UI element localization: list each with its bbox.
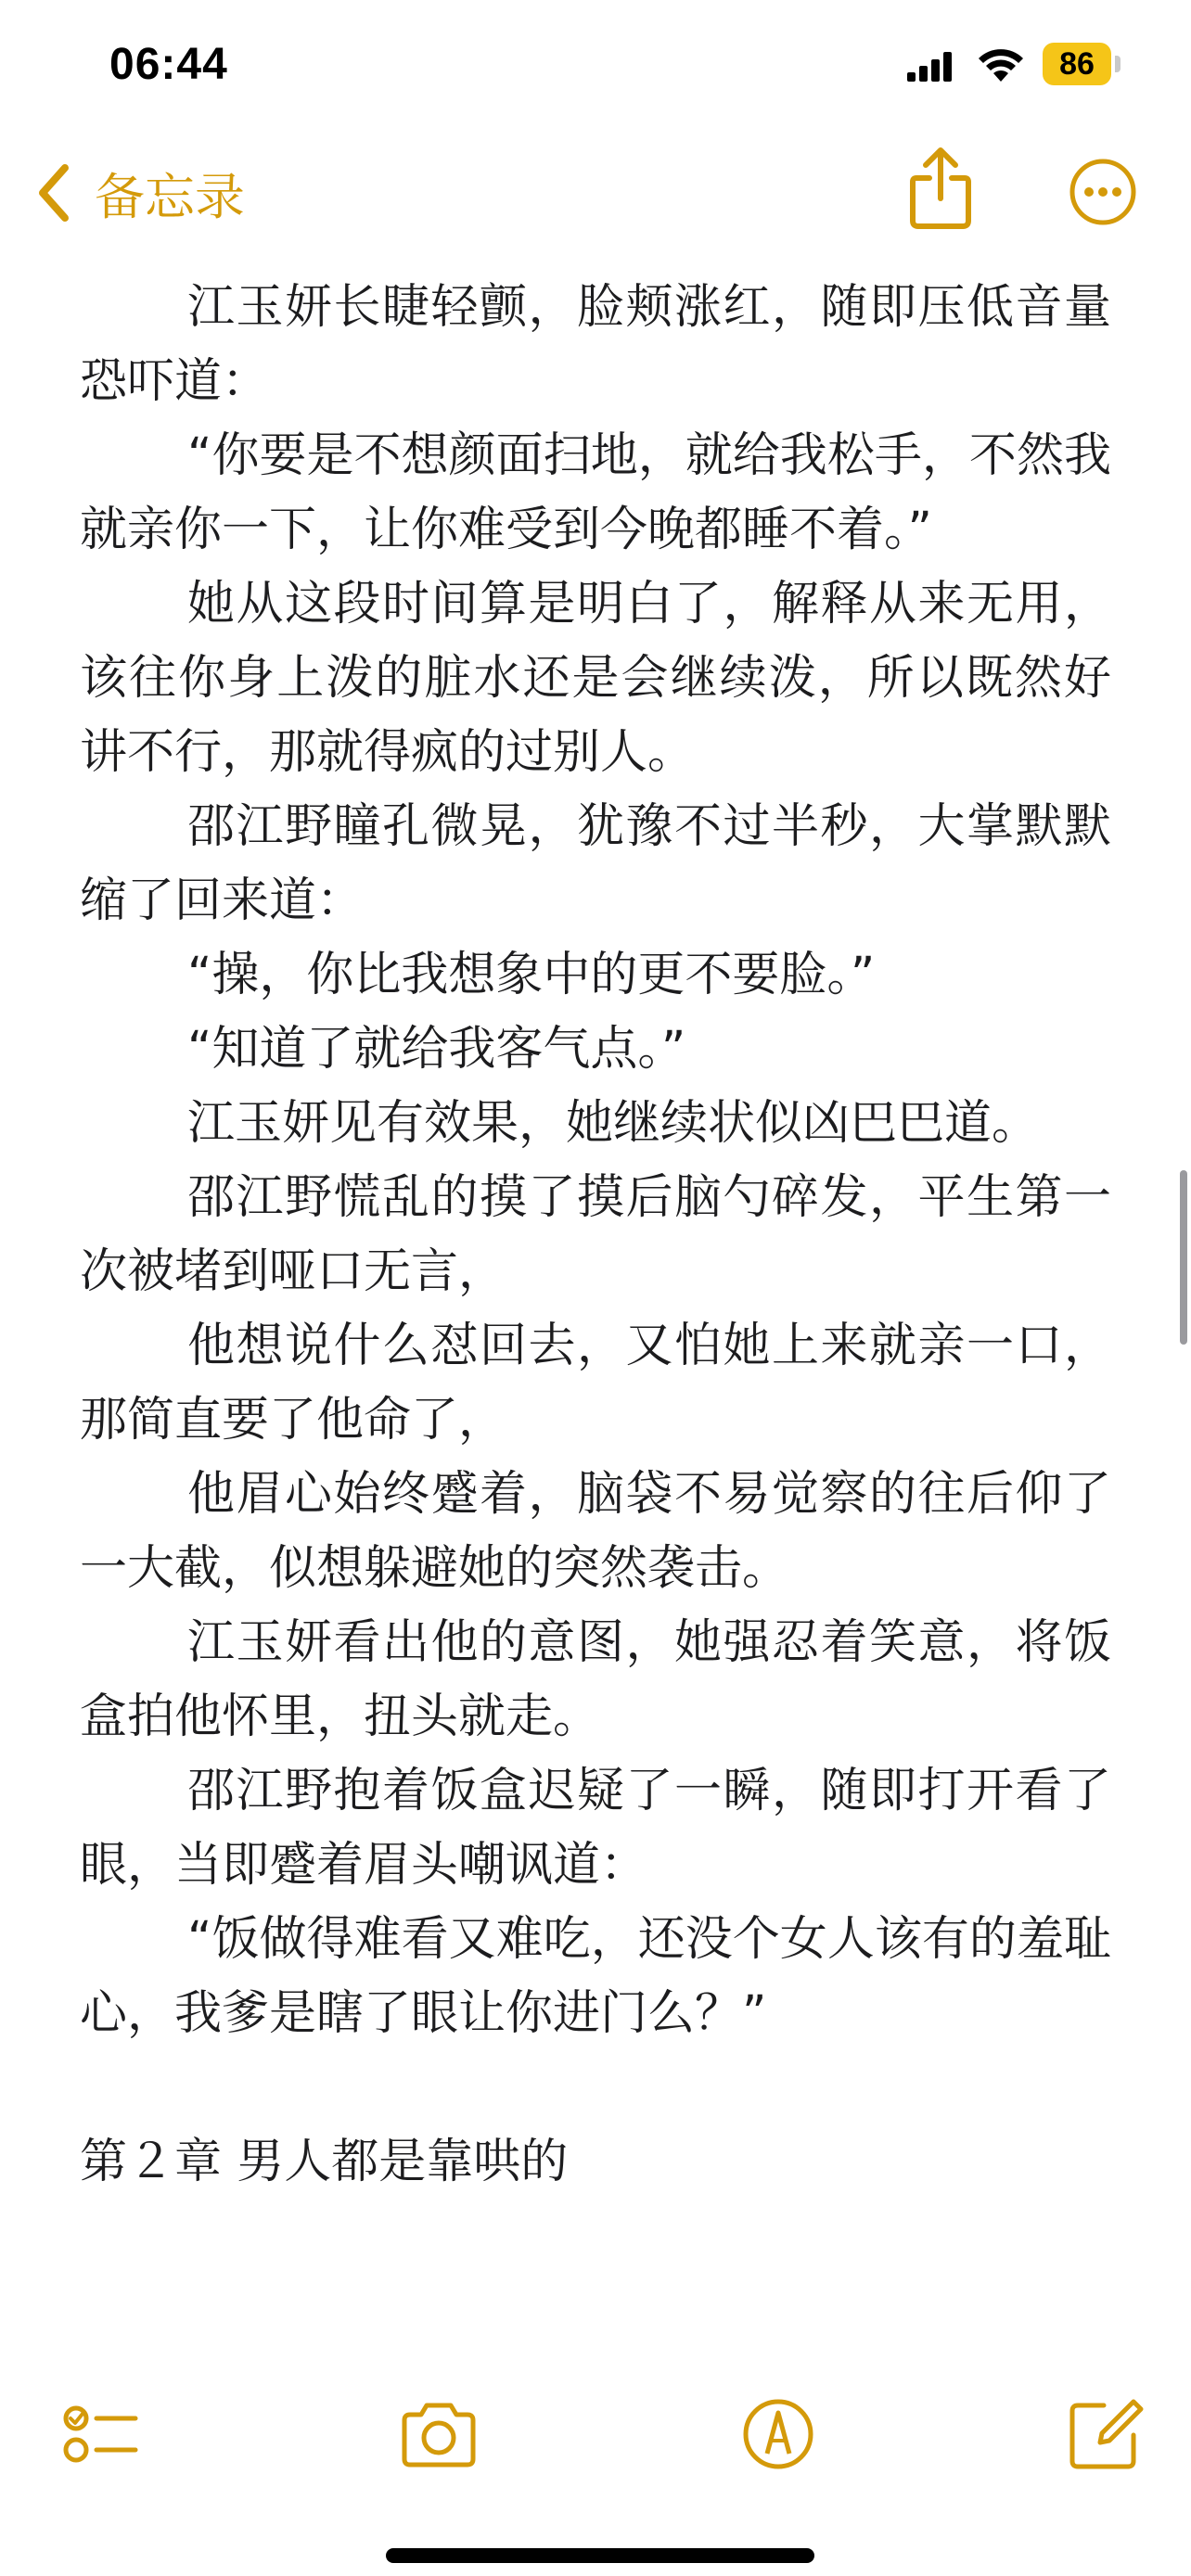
paragraph: “你要是不想颜面扫地，就给我松手，不然我就亲你一下，让你难受到今晚都睡不着。” <box>80 428 1111 557</box>
wifi-icon <box>976 46 1026 83</box>
share-icon[interactable] <box>907 147 974 230</box>
paragraph: 江玉妍看出他的意图，她强忍着笑意，将饭盒拍他怀里，扭头就走。 <box>80 1615 1111 1744</box>
paragraph: 她从这段时间算是明白了，解释从来无用，该往你身上泼的脏水还是会继续泼，所以既然好讲不行，那就得疯的过别人。 <box>80 577 1111 780</box>
checklist-icon[interactable] <box>58 2392 141 2476</box>
more-icon[interactable] <box>1069 158 1137 226</box>
paragraph: 江玉妍长睫轻颤，脸颊涨红，随即压低音量恐吓道： <box>80 280 1111 409</box>
paragraph: 江玉妍见有效果，她继续状似凶巴巴道。 <box>187 1096 1040 1151</box>
home-indicator[interactable] <box>386 2548 814 2563</box>
paragraph: 邵江野瞳孔微晃，犹豫不过半秒，大掌默默缩了回来道： <box>80 799 1111 928</box>
camera-icon[interactable] <box>397 2392 480 2476</box>
compose-icon[interactable] <box>1063 2392 1146 2476</box>
paragraph: 邵江野抱着饭盒迟疑了一瞬，随即打开看了眼，当即蹙着眉头嘲讽道： <box>80 1764 1111 1893</box>
chapter-heading: 第２章 男人都是靠哄的 <box>80 2135 569 2189</box>
battery-nub <box>1115 56 1121 72</box>
paragraph: “操，你比我想象中的更不要脸。” <box>187 948 876 1002</box>
paragraph: 他想说什么怼回去，又怕她上来就亲一口，那简直要了他命了， <box>80 1319 1111 1447</box>
note-body[interactable] <box>80 271 1111 2200</box>
status-bar <box>0 0 1191 139</box>
back-button[interactable] <box>33 156 245 230</box>
chevron-left-icon <box>33 160 76 225</box>
back-label: 备忘录 <box>95 167 245 226</box>
cellular-signal-icon <box>907 52 954 82</box>
battery-level: 86 <box>1043 43 1111 85</box>
paragraph: “知道了就给我客气点。” <box>187 1022 686 1077</box>
paragraph: “饭做得难看又难吃，还没个女人该有的羞耻心，我爹是瞎了眼让你进门么？” <box>80 1912 1111 2041</box>
paragraph: 邵江野慌乱的摸了摸后脑勺碎发，平生第一次被堵到哑口无言， <box>80 1170 1111 1299</box>
bottom-toolbar <box>0 2383 1191 2485</box>
markup-pen-icon[interactable] <box>736 2392 820 2476</box>
paragraph: 他眉心始终蹙着，脑袋不易觉察的往后仰了一大截，似想躲避她的突然袭击。 <box>80 1467 1111 1596</box>
scroll-indicator[interactable] <box>1180 1170 1187 1345</box>
status-time: 06:44 <box>109 40 228 89</box>
